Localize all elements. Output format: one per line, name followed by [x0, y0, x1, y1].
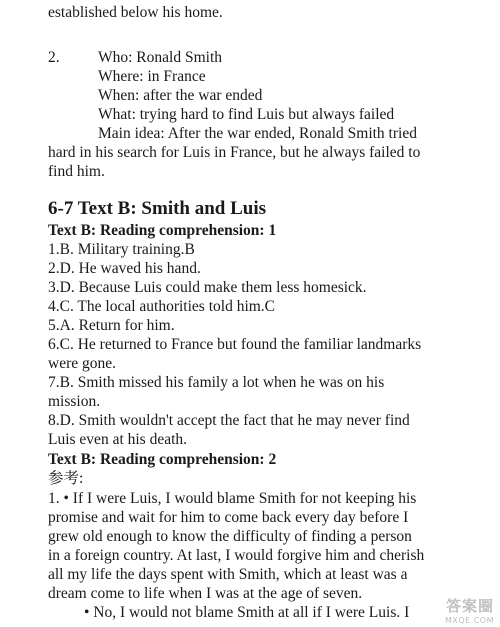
text-line: What: trying hard to find Luis but always failed — [98, 106, 395, 123]
text-line: established below his home. — [48, 4, 223, 21]
answer-line: Luis even at his death. — [48, 431, 188, 448]
answer-line: all my life the days spent with Smith, which at least was a — [48, 566, 408, 583]
text-line: find him. — [48, 163, 105, 180]
answer-line: 2.D. He waved his hand. — [48, 260, 201, 277]
text-line: Main idea: After the war ended, Ronald Smith tried — [98, 125, 417, 142]
subsection-heading: Text B: Reading comprehension: 1 — [48, 222, 277, 239]
answer-line: 1.B. Military training.B — [48, 241, 195, 258]
text-line: When: after the war ended — [98, 87, 263, 104]
answer-line: 7.B. Smith missed his family a lot when he was on his — [48, 374, 385, 391]
answer-line: 5.A. Return for him. — [48, 317, 175, 334]
answer-line: grew old enough to know the difficulty of finding a person — [48, 528, 412, 545]
list-number: 2. — [48, 49, 60, 66]
answer-line: in a foreign country. At last, I would forgive him and cherish — [48, 547, 425, 564]
text-line: Who: Ronald Smith — [98, 49, 222, 66]
answer-line: 6.C. He returned to France but found the familiar landmarks — [48, 336, 422, 353]
text-line: Where: in France — [98, 68, 206, 85]
answer-line: 8.D. Smith wouldn't accept the fact that he may never find — [48, 412, 410, 429]
section-heading: 6-7 Text B: Smith and Luis — [48, 198, 267, 219]
answer-line: 4.C. The local authorities told him.C — [48, 298, 276, 315]
subsection-heading: Text B: Reading comprehension: 2 — [48, 451, 277, 468]
answer-line: promise and wait for him to come back every day before I — [48, 509, 409, 526]
watermark-url: MXQE.COM — [444, 616, 494, 625]
answer-line: 3.D. Because Luis could make them less homesick. — [48, 279, 367, 296]
answer-line: were gone. — [48, 355, 116, 372]
watermark-logo — [432, 595, 496, 625]
text-line: hard in his search for Luis in France, but he always failed to — [48, 144, 421, 161]
answer-line: dream come to life when I was at the age of seven. — [48, 585, 363, 602]
answer-line: mission. — [48, 393, 101, 410]
answer-line: 1. • If I were Luis, I would blame Smith for not keeping his — [48, 490, 417, 507]
reference-label: 参考: — [48, 470, 84, 487]
answer-line: • No, I would not blame Smith at all if I were Luis. I — [84, 604, 410, 621]
watermark-text: 答案圈 — [445, 597, 494, 615]
